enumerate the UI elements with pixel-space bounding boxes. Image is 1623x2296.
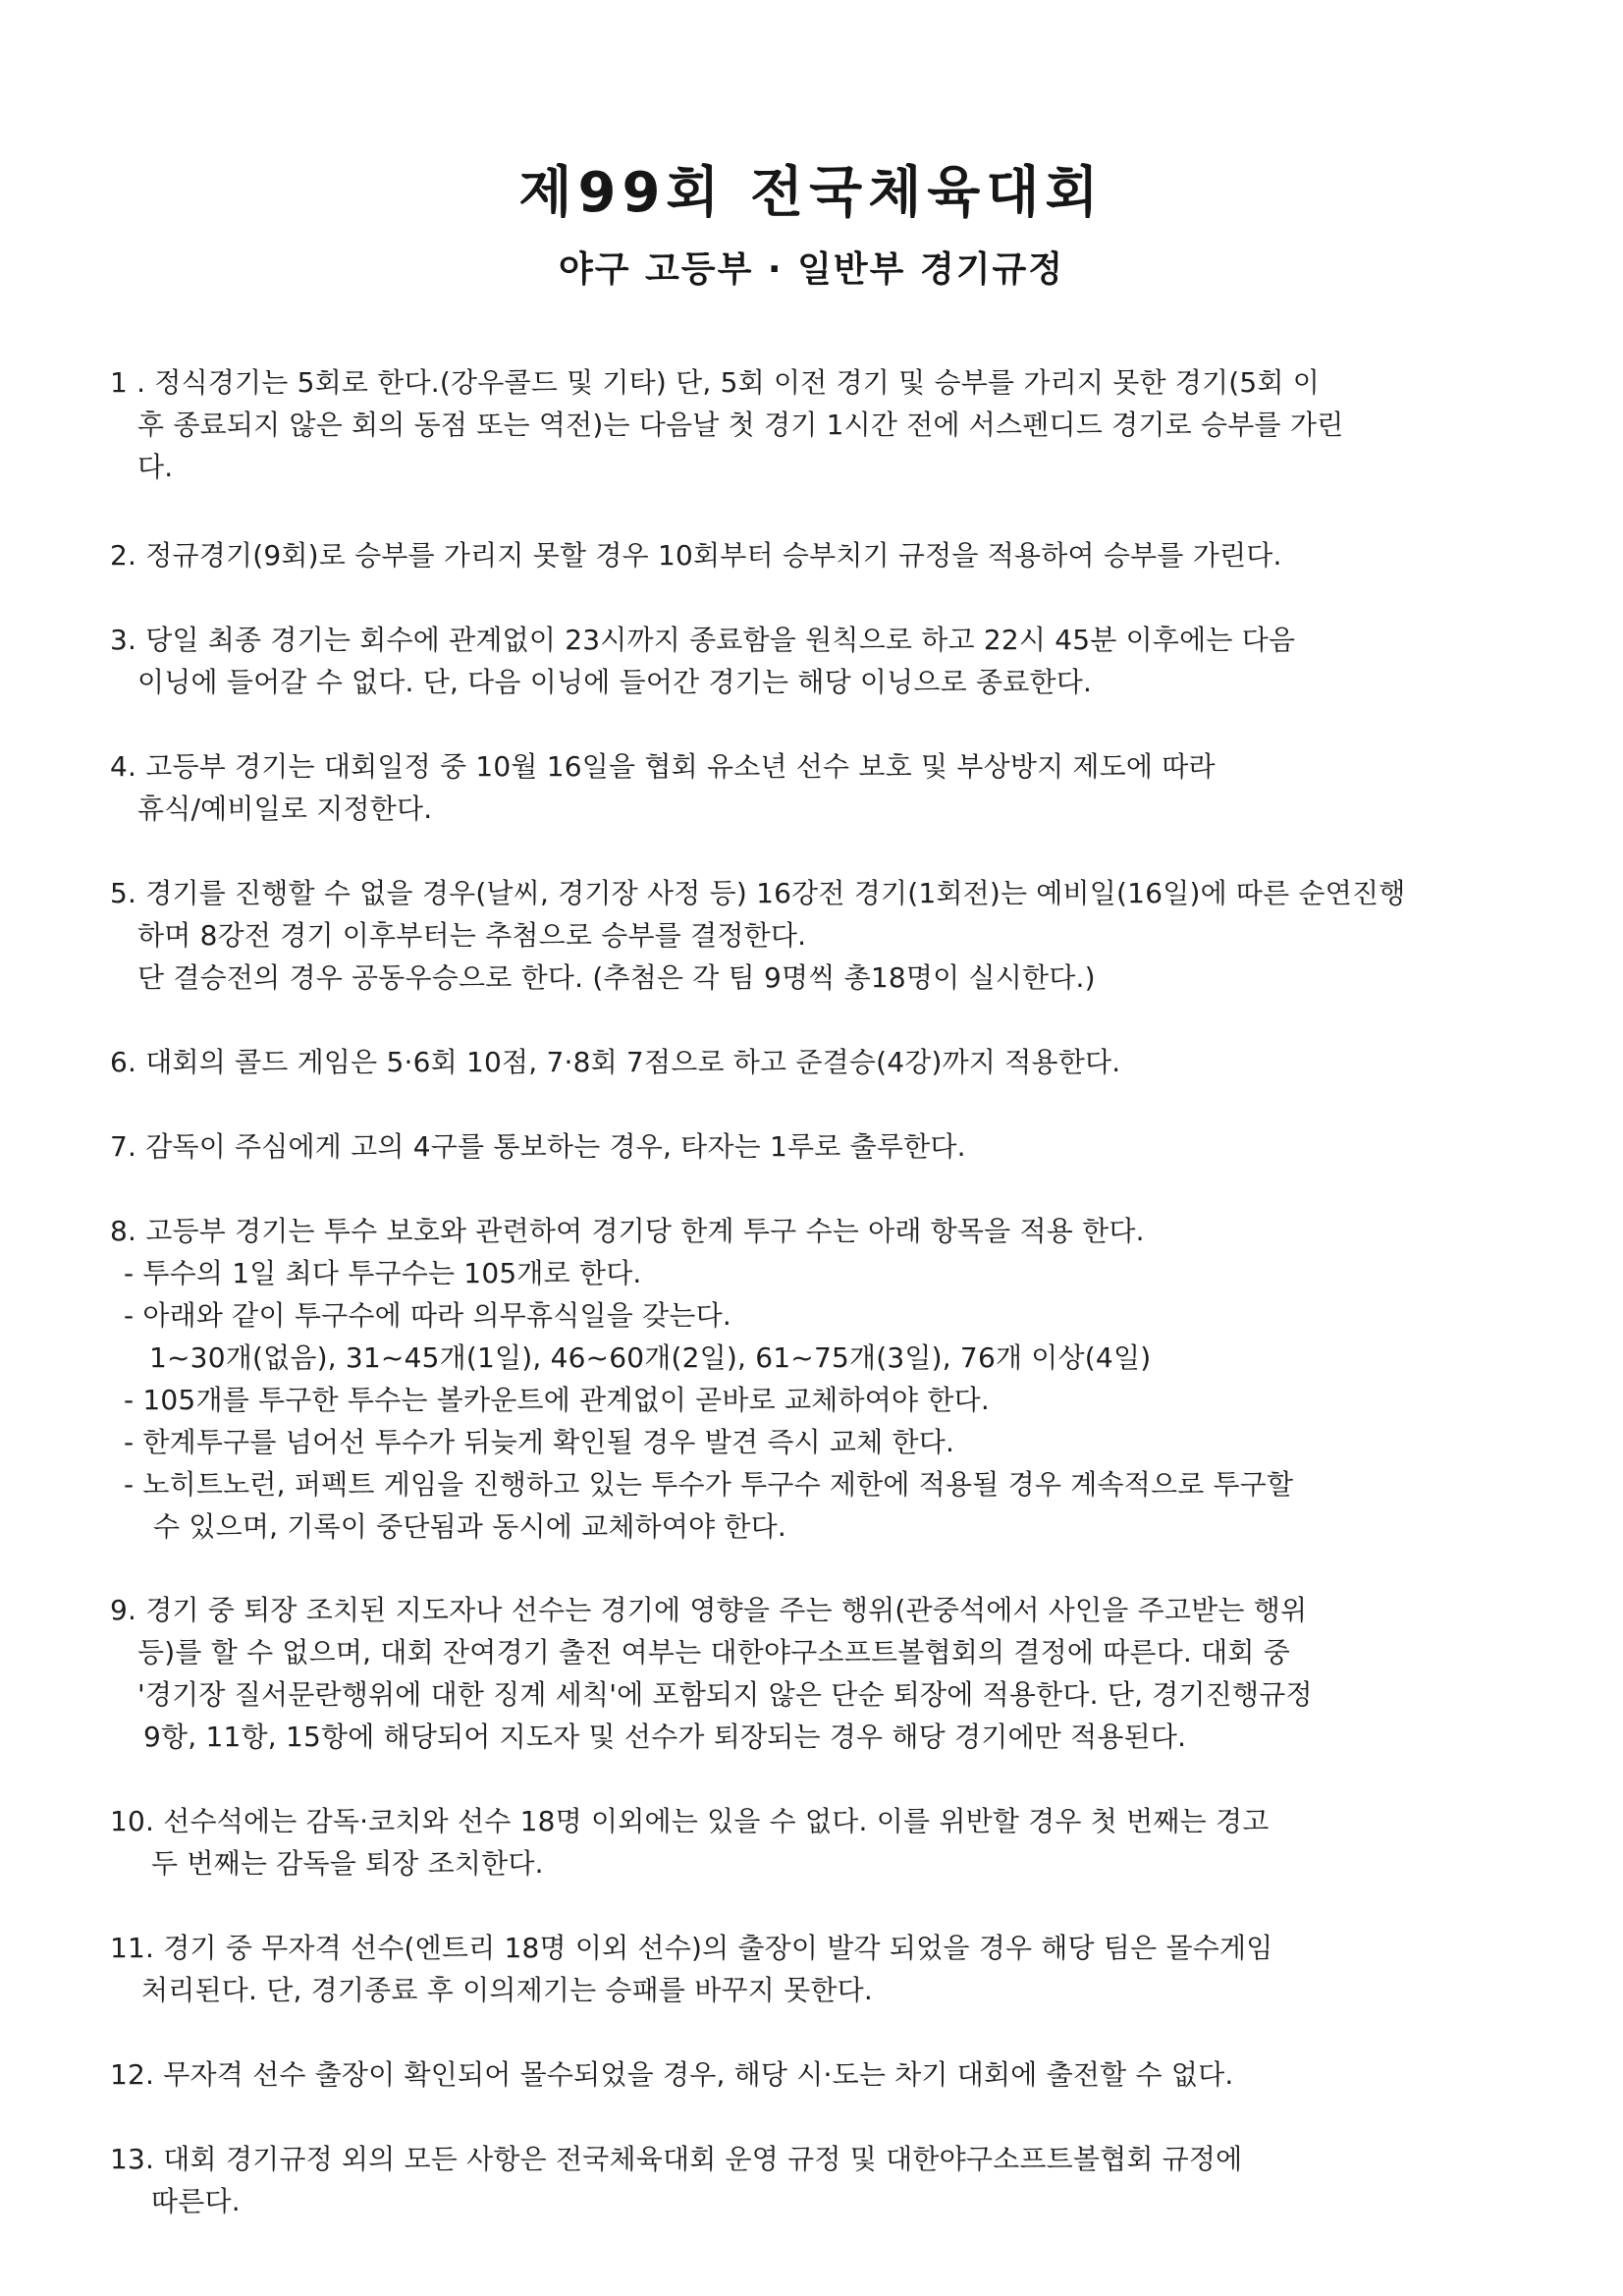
rule-line: - 아래와 같이 투구수에 따라 의무휴식일을 갖는다. (124, 1299, 731, 1332)
rule-line: 단 결승전의 경우 공동우승으로 한다. (추첨은 각 팀 9명씩 총18명이 실시한다.) (137, 961, 1096, 994)
rule-line: 두 번째는 감독을 퇴장 조치한다. (151, 1847, 544, 1880)
rule-line: 8. 고등부 경기는 투수 보호와 관련하여 경기당 한계 투구 수는 아래 항목을 적용 한다. (110, 1215, 1145, 1247)
rule-line: 휴식/예비일로 지정한다. (137, 793, 433, 825)
rule-2 (110, 534, 1282, 576)
rule-line: 3. 당일 최종 경기는 회수에 관계없이 23시까지 종료함을 원칙으로 하고 22시 45분 이후에는 다음 (110, 624, 1296, 656)
rule-line: 후 종료되지 않은 회의 동점 또는 역전)는 다음날 첫 경기 1시간 전에 서스펜디드 경기로 승부를 가린 (137, 409, 1344, 441)
rule-line: 11. 경기 중 무자격 선수(엔트리 18명 이외 선수)의 출장이 발각 되었을 경우 해당 팀은 몰수게임 (110, 1932, 1273, 1964)
rule-line: 9항, 11항, 15항에 해당되어 지도자 및 선수가 퇴장되는 경우 해당 경기에만 적용된다. (143, 1721, 1187, 1753)
rule-line: - 105개를 투구한 투수는 볼카운트에 관계없이 곧바로 교체하여야 한다. (124, 1384, 990, 1416)
rule-3 (110, 619, 1295, 703)
document-subtitle: 야구 고등부 · 일반부 경기규정 (558, 249, 1065, 290)
rule-line: 4. 고등부 경기는 대회일정 중 10월 16일을 협회 유소년 선수 보호 및 부상방지 제도에 따라 (110, 750, 1216, 783)
rule-line: 6. 대회의 콜드 게임은 5·6회 10점, 7·8회 7점으로 하고 준결승(4강)까지 적용한다. (110, 1046, 1121, 1078)
rule-line: 1 . 정식경기는 5회로 한다.(강우콜드 및 기타) 단, 5회 이전 경기 및 승부를 가리지 못한 경기(5회 이 (110, 366, 1321, 399)
rule-line: 5. 경기를 진행할 수 없을 경우(날씨, 경기장 사정 등) 16강전 경기(1회전)는 예비일(16일)에 따른 순연진행 (110, 877, 1406, 909)
rule-4 (110, 745, 1216, 830)
rule-line: 처리된다. 단, 경기종료 후 이의제기는 승패를 바꾸지 못한다. (141, 1974, 873, 2006)
rule-line: - 투수의 1일 최다 투구수는 105개로 한다. (124, 1257, 642, 1289)
rule-line: 10. 선수석에는 감독·코치와 선수 18명 이외에는 있을 수 없다. 이를 위반할 경우 첫 번째는 경고 (110, 1805, 1270, 1837)
rule-13 (110, 2138, 1242, 2222)
rule-1 (110, 361, 1343, 488)
rule-9 (110, 1589, 1313, 1758)
rule-line: - 노히트노런, 퍼펙트 게임을 진행하고 있는 투수가 투구수 제한에 적용될 경우 계속적으로 투구할 (124, 1468, 1294, 1501)
rule-line: 9. 경기 중 퇴장 조치된 지도자나 선수는 경기에 영향을 주는 행위(관중석에서 사인을 주고받는 행위 (110, 1594, 1308, 1626)
rule-line: 하며 8강전 경기 이후부터는 추첨으로 승부를 결정한다. (137, 919, 807, 952)
rule-line: '경기장 질서문란행위에 대한 징계 세칙'에 포함되지 않은 단순 퇴장에 적용한다. 단, 경기진행규정 (137, 1678, 1313, 1711)
rule-line: 수 있으며, 기록이 중단됨과 동시에 교체하여야 한다. (153, 1510, 787, 1543)
rule-10 (110, 1800, 1269, 1885)
rule-line: - 한계투구를 넘어선 투수가 뒤늦게 확인될 경우 발견 즉시 교체 한다. (124, 1426, 955, 1458)
document-title: 제99회 전국체육대회 (518, 161, 1105, 225)
rule-6 (110, 1041, 1120, 1083)
rule-line: 이닝에 들어갈 수 없다. 단, 다음 이닝에 들어간 경기는 해당 이닝으로 종료한다. (137, 666, 1093, 698)
rule-line: 13. 대회 경기규정 외의 모든 사항은 전국체육대회 운영 규정 및 대한야구소프트볼협회 규정에 (110, 2143, 1243, 2175)
rule-12 (110, 2053, 1233, 2096)
rule-line: 다. (137, 451, 174, 483)
rule-7 (110, 1125, 966, 1168)
rule-line: 등)를 할 수 없으며, 대회 잔여경기 출전 여부는 대한야구소프트볼협회의 결정에 따른다. 대회 중 (137, 1636, 1290, 1668)
rule-line: 7. 감독이 주심에게 고의 4구를 통보하는 경우, 타자는 1루로 출루한다. (110, 1130, 966, 1163)
rule-5 (110, 872, 1406, 999)
rule-line: 2. 정규경기(9회)로 승부를 가리지 못할 경우 10회부터 승부치기 규정을 적용하여 승부를 가린다. (110, 539, 1282, 572)
rule-line: 12. 무자격 선수 출장이 확인되어 몰수되었을 경우, 해당 시·도는 차기 대회에 출전할 수 없다. (110, 2058, 1234, 2091)
rule-line: 따른다. (151, 2185, 241, 2217)
rule-line: 1~30개(없음), 31~45개(1일), 46~60개(2일), 61~75개(3일), 76개 이상(4일) (149, 1341, 1152, 1374)
rule-11 (110, 1927, 1273, 2011)
rule-8 (110, 1210, 1293, 1548)
